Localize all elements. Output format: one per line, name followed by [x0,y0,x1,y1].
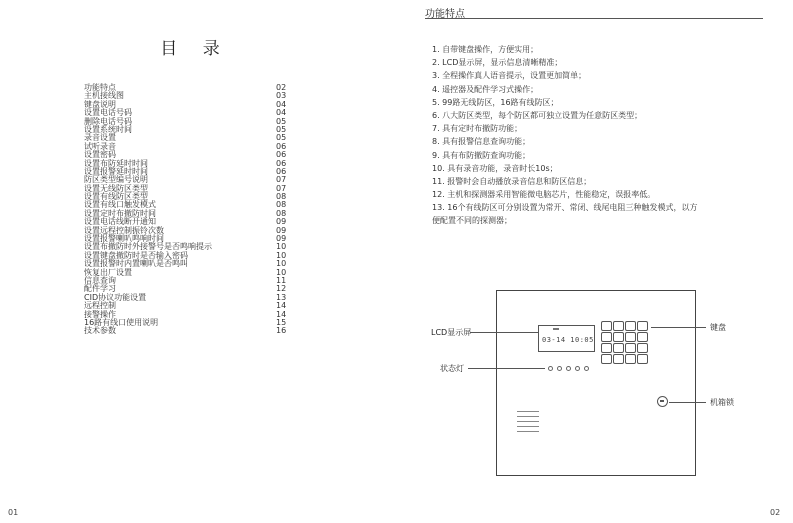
toc-item-page: 07 [276,175,287,185]
toc-item-page: 04 [276,99,287,109]
toc-item-page: 11 [276,275,287,285]
status-led [575,366,580,371]
toc-item-label: 设置布撤防时外接警号是否鸣响提示 [84,242,212,252]
toc-item-label: 设置报警延时时间 [84,166,148,176]
toc-item-page: 15 [276,317,287,327]
toc-item-label: 设置系统时间 [84,124,132,134]
feature-item: 4. 遥控器及配件学习式操作； [432,84,539,94]
keypad-key [625,321,636,331]
feature-item: 8. 具有报警信息查询功能； [432,137,531,147]
toc-item-label: 功能特点 [84,83,116,92]
speaker-grille-slot [517,431,539,432]
toc-item-label: 信息查询 [84,275,116,285]
toc-item-page: 08 [276,208,287,218]
toc-item-label: 接警操作 [84,309,116,319]
toc-item-label: 设置电话线断开通知 [84,217,156,227]
toc-item-label: 设置报警时内置喇叭是否鸣叫 [84,259,188,269]
toc-item-page: 12 [276,284,287,294]
toc-item-page: 09 [276,217,287,227]
toc-title: 目 录 [160,39,230,59]
toc-item-label: 试听录音 [84,141,116,151]
keypad-leader-line [651,327,706,328]
keypad-key [625,354,636,364]
toc-item-label: 设置密码 [84,150,116,160]
toc-item-page: 05 [276,133,287,143]
feature-item: 3. 全程操作真人语音提示，设置更加简单； [432,71,587,81]
toc-item-page: 14 [276,309,287,319]
keypad-key [637,332,648,342]
toc-item-page: 06 [276,141,287,151]
toc-item-page: 10 [276,250,287,260]
alarm-panel-diagram [496,290,696,476]
speaker-grille-slot [517,421,539,422]
toc-item-label: 配件学习 [84,284,116,294]
toc-item-label: 设置布防延时时间 [84,158,148,168]
feature-item: 11. 报警时会自动播放录音信息和防区信息； [432,177,592,187]
toc-item-page: 05 [276,124,287,134]
toc-item-page: 03 [276,91,287,101]
page-number-left: 01 [8,508,19,517]
toc-item-label: 设置定时布撤防时间 [84,208,156,218]
feature-item: 1. 自带键盘操作，方便实用； [432,45,539,54]
toc-item-page: 10 [276,267,287,277]
toc-item-page: 02 [276,83,287,92]
toc-item-label: 设置有线防区类型 [84,192,148,202]
status-led-label: 状态灯 [440,364,464,373]
toc-item-page: 10 [276,242,287,252]
toc-item-label: 设置键盘撤防时是否输入密码 [84,250,188,260]
toc-item-label: 设置远程控制振铃次数 [84,225,164,235]
keypad-key [625,343,636,353]
keypad-label: 键盘 [710,323,726,332]
feature-item: 7. 具有定时布撤防功能； [432,124,523,134]
toc-item-label: 远程控制 [84,301,116,311]
toc-item-page: 04 [276,108,287,118]
speaker-grille-slot [517,426,539,427]
keypad-key [601,332,612,342]
page-number-right: 02 [770,508,781,517]
toc-item-page: 08 [276,192,287,202]
toc-item-page: 13 [276,292,287,302]
toc-item-label: 防区类型编号说明 [84,175,148,185]
section-divider [425,18,763,19]
lock-icon [657,396,668,407]
lock-slot [660,400,664,402]
toc-item-page: 05 [276,116,287,126]
section-title: 功能特点 [425,9,465,20]
toc-item-label: 键盘说明 [84,99,116,109]
keypad-key [613,321,624,331]
toc-item-label: 16路有线口使用说明 [84,317,159,327]
keypad-key [625,332,636,342]
toc-item-page: 06 [276,166,287,176]
keypad-key [601,343,612,353]
toc-item-page: 06 [276,150,287,160]
lcd-leader-line [470,332,539,333]
toc-item-label: 设置报警喇叭鸣响时间 [84,234,164,244]
feature-item: 6. 八大防区类型，每个防区都可独立设置为任意防区类型； [432,111,643,121]
toc-item-label: 主机接线图 [84,91,124,101]
toc-item-label: CID协议功能设置 [84,292,147,302]
keypad-key [637,321,648,331]
keypad-key [637,354,648,364]
lcd-indicator [553,328,559,330]
speaker-grille-slot [517,416,539,417]
lock-leader-line [669,402,706,403]
toc-item-page: 09 [276,225,287,235]
toc-item-page: 16 [276,326,287,336]
toc-item-label: 恢复出厂设置 [84,267,132,277]
keypad-key [601,321,612,331]
toc-item-label: 录音设置 [84,133,116,143]
status-led [566,366,571,371]
toc-item-page: 09 [276,234,287,244]
feature-item: 12. 主机和探测器采用智能微电脑芯片，性能稳定，误报率低。 [432,190,656,200]
toc-item-label: 设置无线防区类型 [84,183,148,193]
toc-item-page: 14 [276,301,287,311]
toc-item-page: 08 [276,200,287,210]
keypad-key [601,354,612,364]
status-led [548,366,553,371]
status-led [557,366,562,371]
feature-item: 5. 99路无线防区，16路有线防区； [432,97,559,107]
toc-item-label: 设置有线口触发模式 [84,200,156,210]
toc-item [84,327,294,335]
toc-item-page: 10 [276,259,287,269]
status-led-leader-line [468,368,545,369]
toc-item-page: 07 [276,183,287,193]
lcd-label: LCD显示屏 [431,328,472,337]
toc-item-page: 06 [276,158,287,168]
keypad-key [613,343,624,353]
status-led [584,366,589,371]
keypad-key [613,332,624,342]
feature-item: 10. 具有录音功能，录音时长10s； [432,163,558,173]
toc-list [84,84,294,336]
feature-item: 9. 具有布防撤防查询功能； [432,150,531,160]
feature-list [432,44,752,228]
keypad-key [637,343,648,353]
toc-item-label: 技术参数 [84,326,116,336]
keypad-key [613,354,624,364]
speaker-grille-slot [517,411,539,412]
feature-item: 13. 16个有线防区可分别设置为常开、常闭、线尾电阻三种触发模式，以方便配置不同的探测器； [432,203,698,225]
lcd-readout: 03-14 10:05 [542,336,594,344]
toc-item-label: 删除电话号码 [84,116,132,126]
toc-item-label: 设置电话号码 [84,108,132,118]
lock-label: 机箱锁 [710,398,734,407]
feature-item: 2. LCD显示屏，显示信息清晰精准； [432,58,563,68]
